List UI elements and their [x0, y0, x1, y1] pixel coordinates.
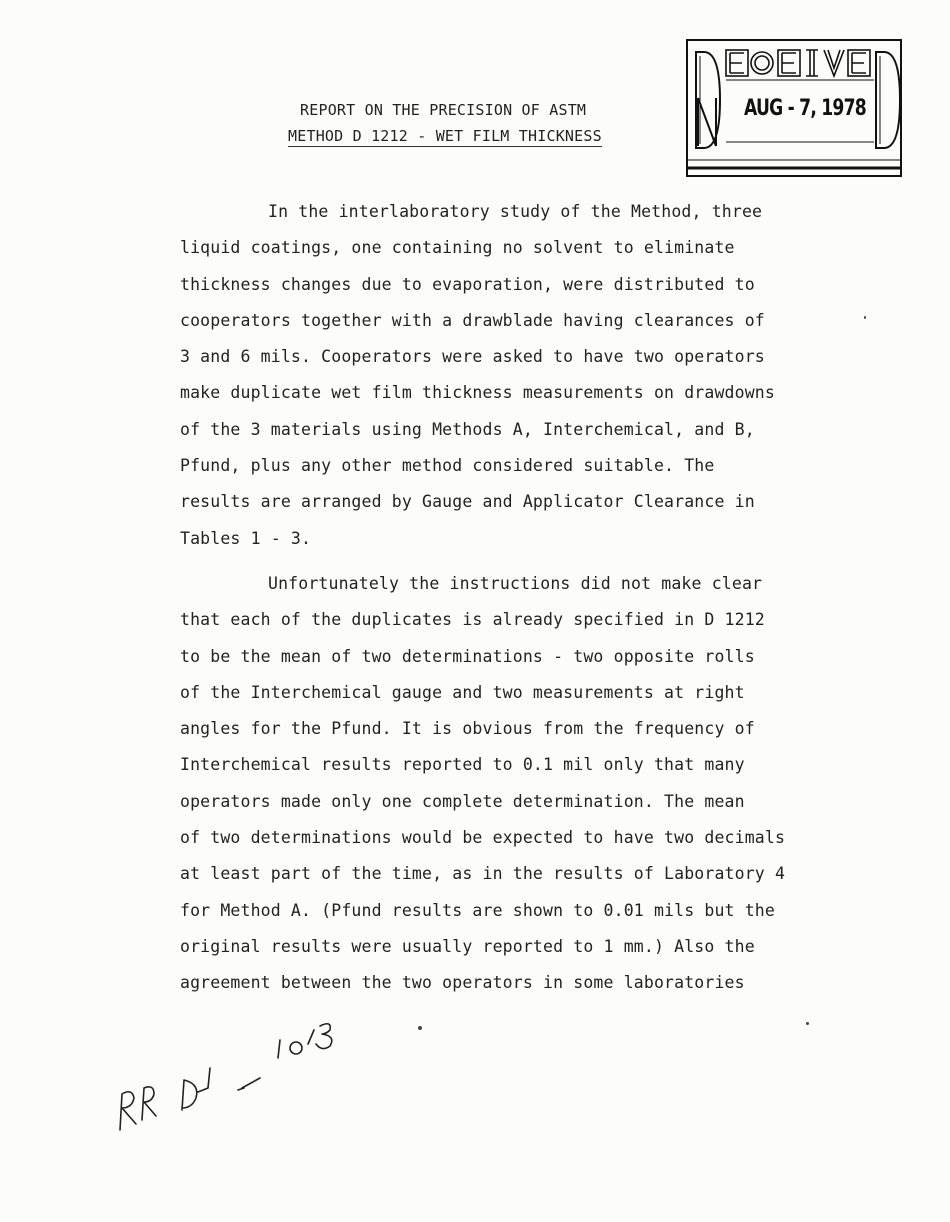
paragraph-2	[180, 566, 860, 1002]
document-title-line-1: REPORT ON THE PRECISION OF ASTM	[300, 101, 587, 119]
paragraph-line: for Method A. (Pfund results are shown to 0.01 mils but the	[180, 900, 775, 920]
paragraph-line: In the interlaboratory study of the Method, three	[268, 202, 763, 221]
paragraph-line: to be the mean of two determinations - two opposite rolls	[180, 646, 755, 666]
paragraph-line: that each of the duplicates is already specified in D 1212	[180, 610, 765, 630]
paragraph-line: results are arranged by Gauge and Applicator Clearance in	[180, 492, 755, 512]
paragraph-line: cooperators together with a drawblade having clearances of	[180, 310, 765, 330]
received-stamp	[686, 38, 902, 178]
handwritten-note	[110, 1012, 370, 1142]
scan-speck	[864, 316, 866, 319]
scan-speck	[418, 1026, 422, 1030]
stamp-date: AUG - 7, 1978	[744, 96, 866, 121]
paragraph-line: original results were usually reported to 1 mm.) Also the	[180, 936, 755, 956]
paragraph-line: Pfund, plus any other method considered suitable. The	[180, 456, 715, 476]
paragraph-line: Unfortunately the instructions did not make clear	[268, 574, 763, 593]
paragraph-1	[180, 194, 860, 557]
document-title-line-2: METHOD D 1212 - WET FILM THICKNESS	[288, 127, 602, 145]
paragraph-line: of two determinations would be expected to have two decimals	[180, 828, 786, 848]
paragraph-line: thickness changes due to evaporation, were distributed to	[180, 274, 755, 294]
paragraph-line: at least part of the time, as in the results of Laboratory 4	[180, 864, 786, 884]
paragraph-line: of the Interchemical gauge and two measurements at right	[180, 682, 745, 702]
paragraph-line: of the 3 materials using Methods A, Interchemical, and B,	[180, 419, 755, 439]
paragraph-line: make duplicate wet film thickness measurements on drawdowns	[180, 383, 775, 403]
scan-speck	[806, 1022, 809, 1025]
paragraph-line: agreement between the two operators in some laboratories	[180, 973, 745, 993]
handwritten-note-icon	[110, 1012, 370, 1142]
paragraph-line: Tables 1 - 3.	[180, 528, 312, 548]
paragraph-line: angles for the Pfund. It is obvious from the frequency of	[180, 719, 755, 739]
paragraph-line: liquid coatings, one containing no solvent to eliminate	[180, 238, 735, 258]
paragraph-line: operators made only one complete determination. The mean	[180, 791, 745, 811]
paragraph-line: 3 and 6 mils. Cooperators were asked to have two operators	[180, 347, 765, 367]
paragraph-line: Interchemical results reported to 0.1 mil only that many	[180, 755, 745, 775]
